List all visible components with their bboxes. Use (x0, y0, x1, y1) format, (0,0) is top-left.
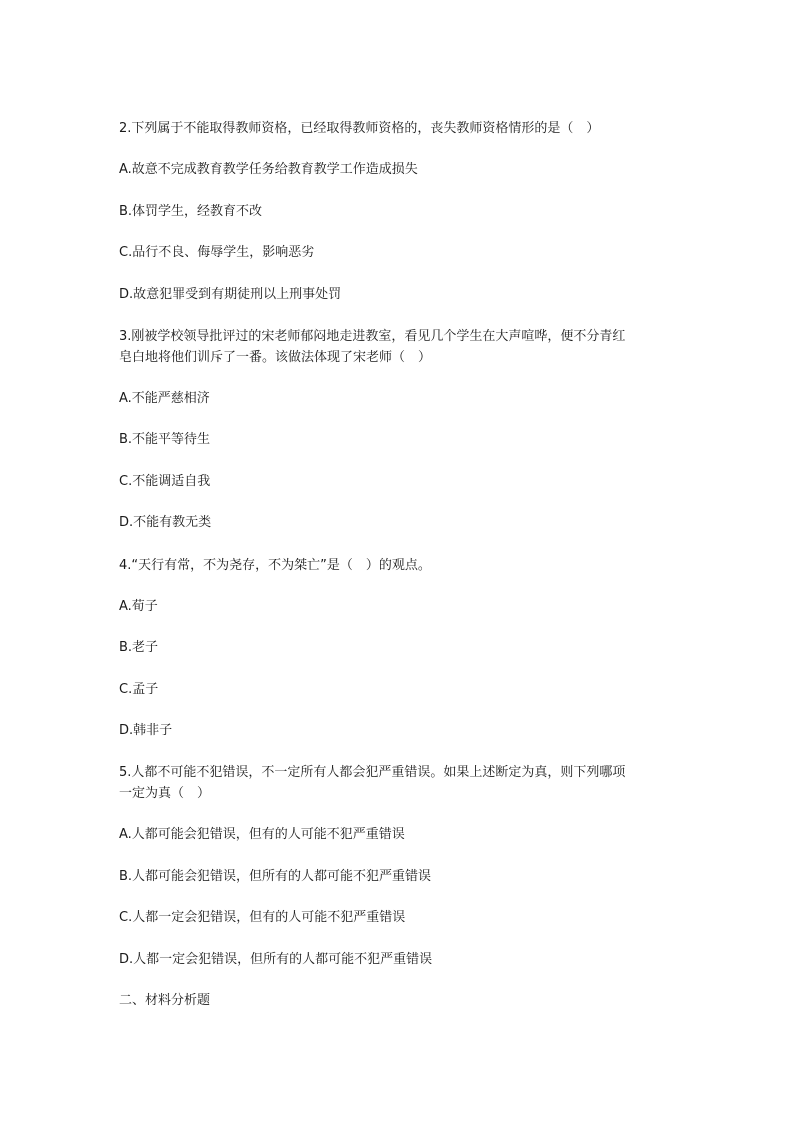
section-heading: 二、材料分析题 (119, 993, 211, 1008)
question-3-stem-line-2: 皂白地将他们训斥了一番。该做法体现了宋老师（ ） (119, 350, 432, 365)
question-4-stem: 4.“天行有常，不为尧存，不为桀亡”是（ ）的观点。 (119, 558, 431, 573)
question-5-option-b: B.人都可能会犯错误，但所有的人都可能不犯严重错误 (119, 869, 432, 884)
question-2-option-d: D.故意犯罪受到有期徒刑以上刑事处罚 (119, 287, 342, 302)
question-3-stem-line-1: 3.刚被学校领导批评过的宋老师郁闷地走进教室，看见几个学生在大声喧哗，便不分青红 (119, 329, 626, 344)
question-2-stem: 2.下列属于不能取得教师资格，已经取得教师资格的，丧失教师资格情形的是（ ） (119, 121, 600, 136)
question-5-option-a: A.人都可能会犯错误，但有的人可能不犯严重错误 (119, 827, 405, 842)
question-3-option-b: B.不能平等待生 (119, 432, 211, 447)
question-5-option-c: C.人都一定会犯错误，但有的人可能不犯严重错误 (119, 910, 406, 925)
question-4-option-a: A.荀子 (119, 599, 158, 614)
question-4-option-d: D.韩非子 (119, 723, 173, 738)
question-4-option-c: C.孟子 (119, 682, 159, 697)
question-4-option-b: B.老子 (119, 640, 159, 655)
question-3-option-a: A.不能严慈相济 (119, 391, 210, 406)
question-3-option-c: C.不能调适自我 (119, 474, 211, 489)
question-3-option-d: D.不能有教无类 (119, 515, 212, 530)
question-5-option-d: D.人都一定会犯错误，但所有的人都可能不犯严重错误 (119, 952, 433, 967)
question-2-option-b: B.体罚学生，经教育不改 (119, 204, 263, 219)
question-2-option-a: A.故意不完成教育教学任务给教育教学工作造成损失 (119, 162, 418, 177)
question-5-stem-line-1: 5.人都不可能不犯错误，不一定所有人都会犯严重错误。如果上述断定为真，则下列哪项 (119, 765, 626, 780)
question-5-stem-line-2: 一定为真（ ） (119, 786, 211, 801)
question-2-option-c: C.品行不良、侮辱学生，影响恶劣 (119, 245, 315, 260)
